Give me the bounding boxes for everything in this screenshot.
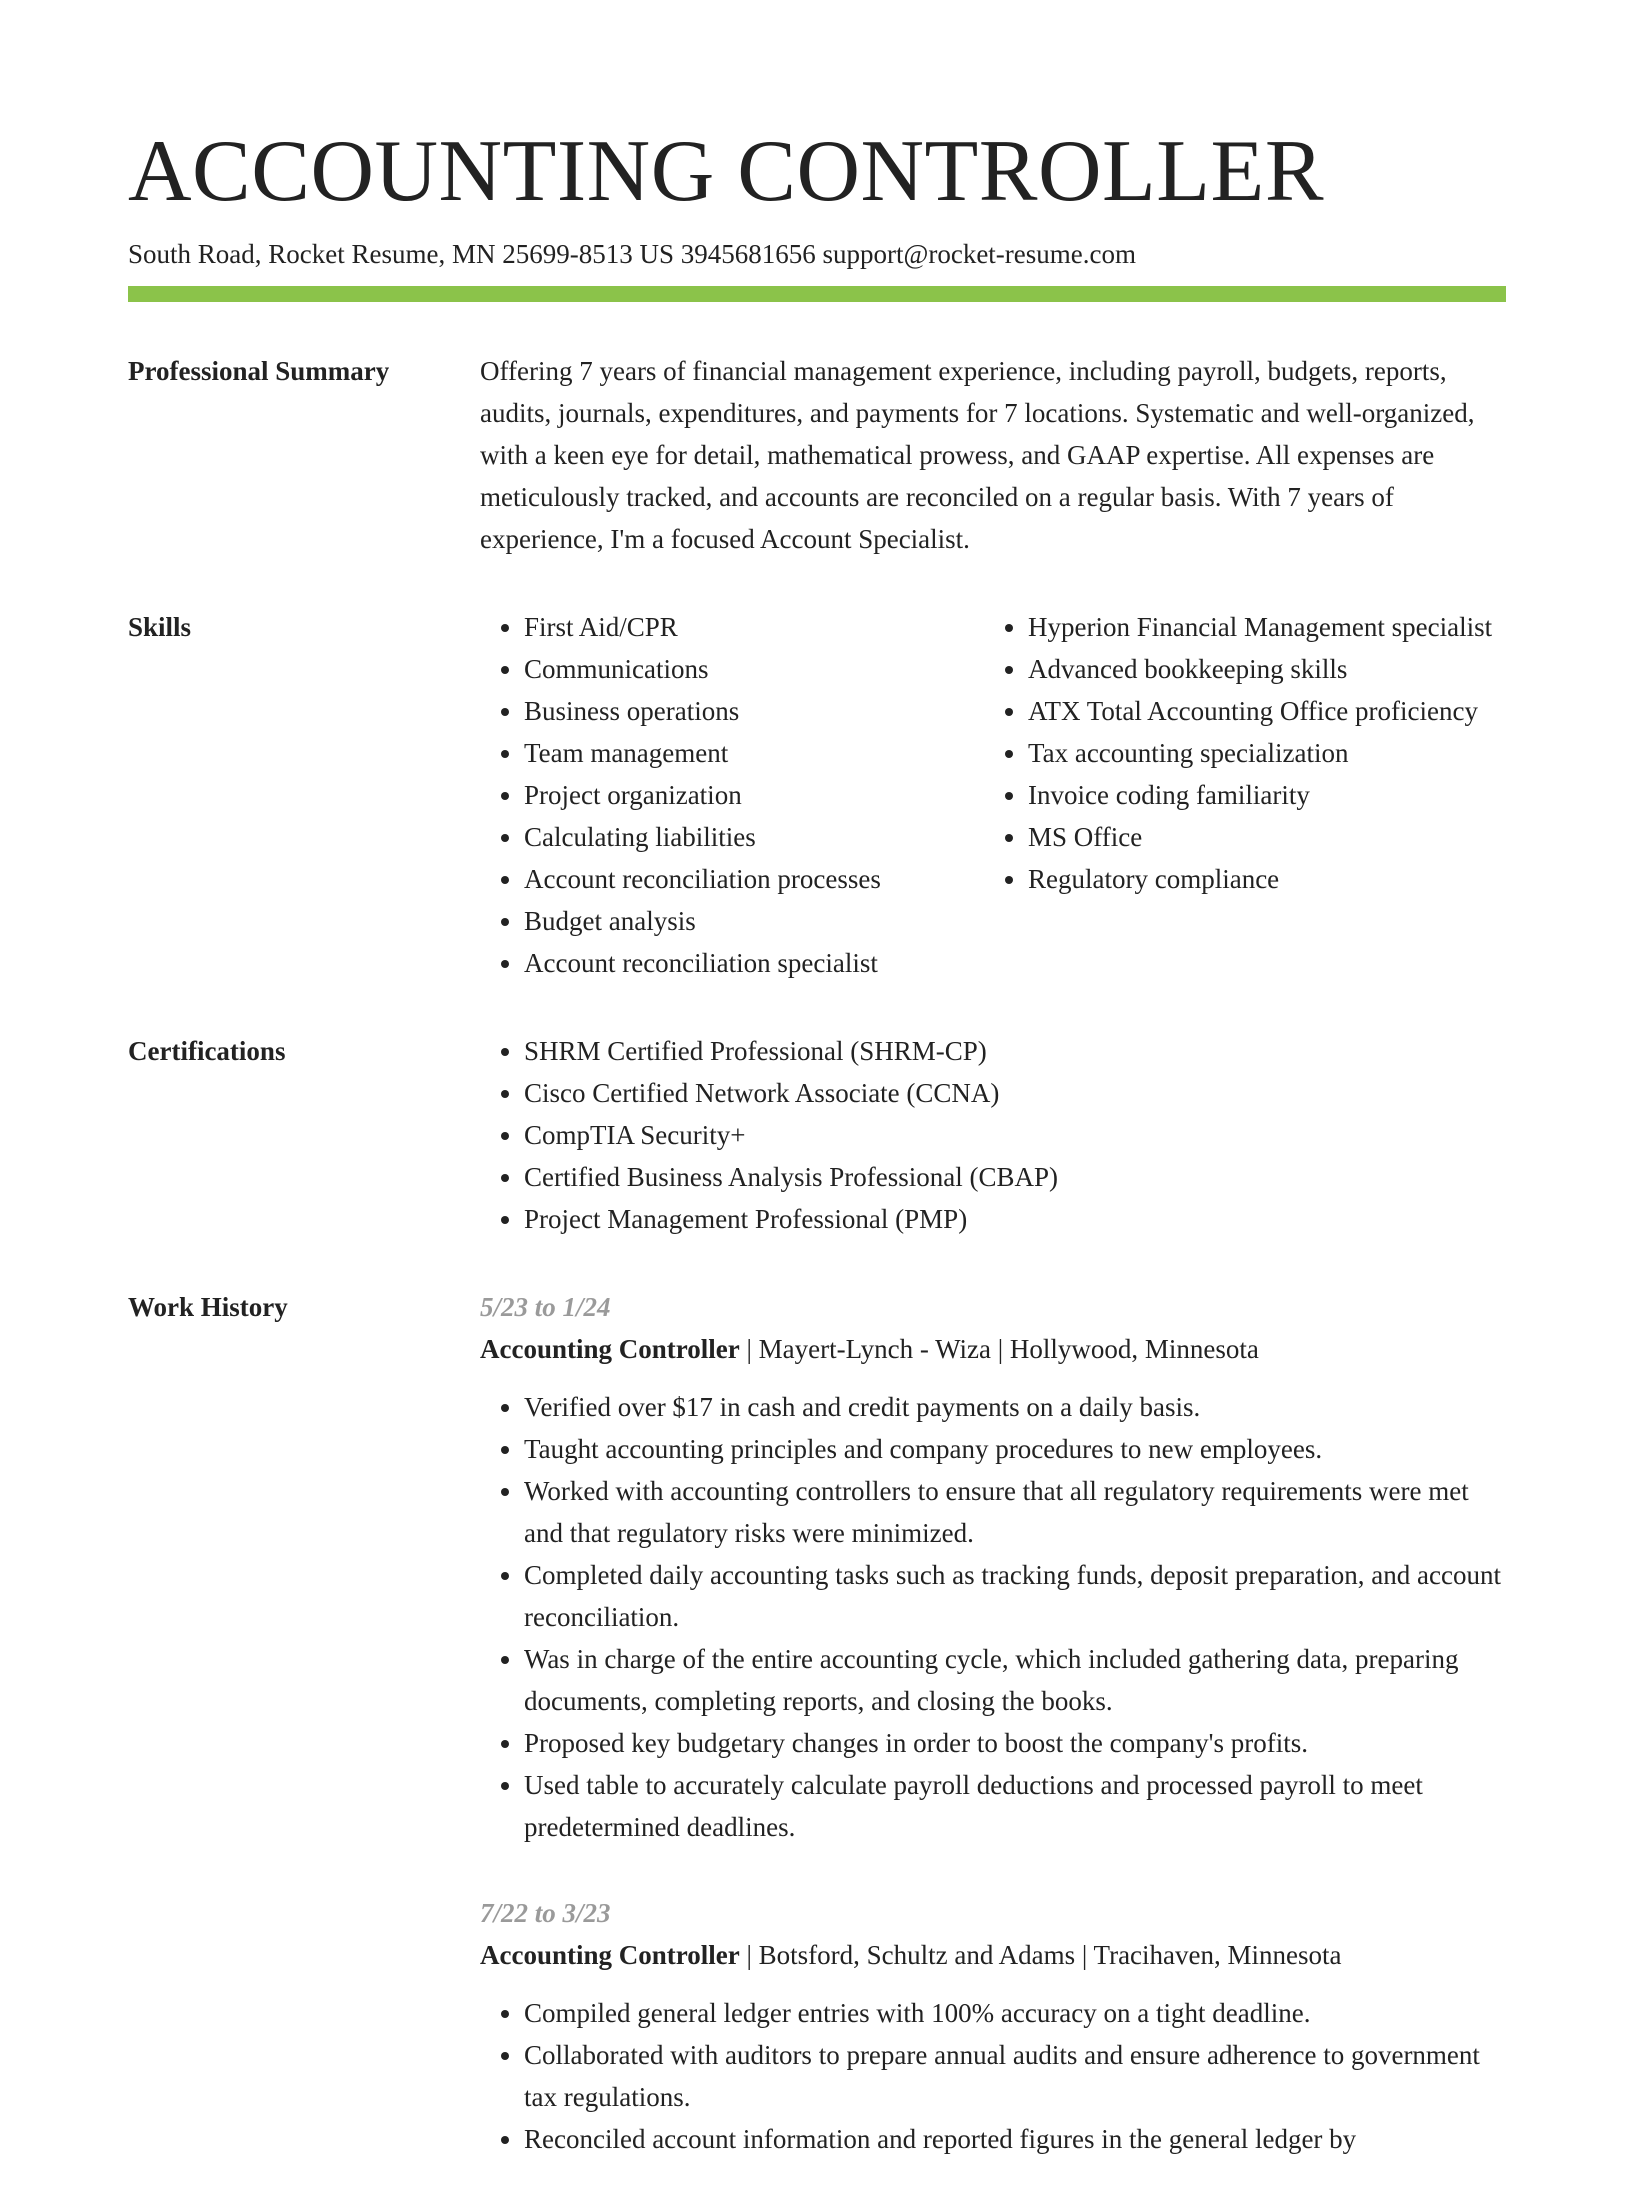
skill-item: • Account reconciliation processes (524, 858, 984, 900)
certification-item: • Cisco Certified Network Associate (CCNA) (524, 1072, 1506, 1114)
job-bullets (480, 1992, 1506, 2160)
skill-item: • Account reconciliation specialist (524, 942, 984, 984)
job-dates: 5/23 to 1/24 (480, 1292, 611, 1322)
skill-item: • Budget analysis (524, 900, 984, 942)
skill-item: • Regulatory compliance (1028, 858, 1504, 900)
skill-item: • MS Office (1028, 816, 1504, 858)
job-bullet: • Collaborated with auditors to prepare annual audits and ensure adherence to government tax regulations. (524, 2034, 1506, 2118)
job-bullet: • Was in charge of the entire accounting cycle, which included gathering data, preparing documents, completing reports, and closing the books. (524, 1638, 1506, 1722)
skill-item: • Advanced bookkeeping skills (1028, 648, 1504, 690)
job-heading (480, 1328, 1506, 1370)
job-bullet: • Compiled general ledger entries with 100% accuracy on a tight deadline. (524, 1992, 1506, 2034)
skill-item: • Invoice coding familiarity (1028, 774, 1504, 816)
job-title: Accounting Controller (480, 1940, 740, 1970)
certifications-list (480, 1030, 1506, 1240)
skills-section (128, 606, 1506, 984)
job-entry (480, 1286, 1506, 1848)
skill-item: • Tax accounting specialization (1028, 732, 1504, 774)
section-label-skills: Skills (128, 612, 192, 642)
accent-divider (128, 286, 1506, 302)
job-company-location: | Botsford, Schultz and Adams | Tracihaven, Minnesota (739, 1940, 1342, 1970)
certification-item: • Project Management Professional (PMP) (524, 1198, 1506, 1240)
jobs-container (480, 1286, 1506, 2204)
job-bullet: • Worked with accounting controllers to ensure that all regulatory requirements were met and that regulatory risks were minimized. (524, 1470, 1506, 1554)
certifications-section (128, 1030, 1506, 1240)
summary-section (128, 350, 1506, 560)
contact-line: South Road, Rocket Resume, MN 25699-8513 US 3945681656 support@rocket-resume.com (128, 239, 1137, 269)
skills-list-left (480, 606, 984, 984)
certification-item: • Certified Business Analysis Professional (CBAP) (524, 1156, 1506, 1198)
job-heading (480, 1934, 1506, 1976)
summary-text: Offering 7 years of financial management experience, including payroll, budgets, reports, audits, journals, expenditures, and payments for 7 locations. Systematic and well-organized, with a keen eye for detail, mathematical prowess, and GAAP expertise. All expenses are meticulously tracked, and accounts are reconciled on a regular basis. With 7 years of experience, I'm a focused Account Specialist. (480, 356, 1475, 554)
skill-item: • Team management (524, 732, 984, 774)
skill-item: • Hyperion Financial Management specialist (1028, 606, 1504, 648)
job-bullet: • Completed daily accounting tasks such as tracking funds, deposit preparation, and account reconciliation. (524, 1554, 1506, 1638)
certification-item: • SHRM Certified Professional (SHRM-CP) (524, 1030, 1506, 1072)
job-bullets (480, 1386, 1506, 1848)
job-bullet: • Taught accounting principles and company procedures to new employees. (524, 1428, 1506, 1470)
job-bullet: • Reconciled account information and reported figures in the general ledger by (524, 2118, 1506, 2160)
resume-name: ACCOUNTING CONTROLLER (128, 123, 1325, 220)
job-bullet: • Proposed key budgetary changes in order to boost the company's profits. (524, 1722, 1506, 1764)
resume-page (128, 118, 1506, 2204)
skill-item: • Business operations (524, 690, 984, 732)
skill-item: • Calculating liabilities (524, 816, 984, 858)
job-bullet: • Used table to accurately calculate payroll deductions and processed payroll to meet predetermined deadlines. (524, 1764, 1506, 1848)
skill-item: • ATX Total Accounting Office proficiency (1028, 690, 1504, 732)
section-label-summary: Professional Summary (128, 356, 390, 386)
job-entry (480, 1892, 1506, 2160)
skill-item: • Project organization (524, 774, 984, 816)
job-bullet: • Verified over $17 in cash and credit payments on a daily basis. (524, 1386, 1506, 1428)
section-label-certifications: Certifications (128, 1036, 286, 1066)
skill-item: • First Aid/CPR (524, 606, 984, 648)
job-dates: 7/22 to 3/23 (480, 1898, 611, 1928)
work-history-section (128, 1286, 1506, 2204)
skill-item: • Communications (524, 648, 984, 690)
job-title: Accounting Controller (480, 1334, 740, 1364)
skills-list-right (984, 606, 1504, 984)
certification-item: • CompTIA Security+ (524, 1114, 1506, 1156)
section-label-work-history: Work History (128, 1292, 288, 1322)
job-company-location: | Mayert-Lynch - Wiza | Hollywood, Minnesota (739, 1334, 1259, 1364)
